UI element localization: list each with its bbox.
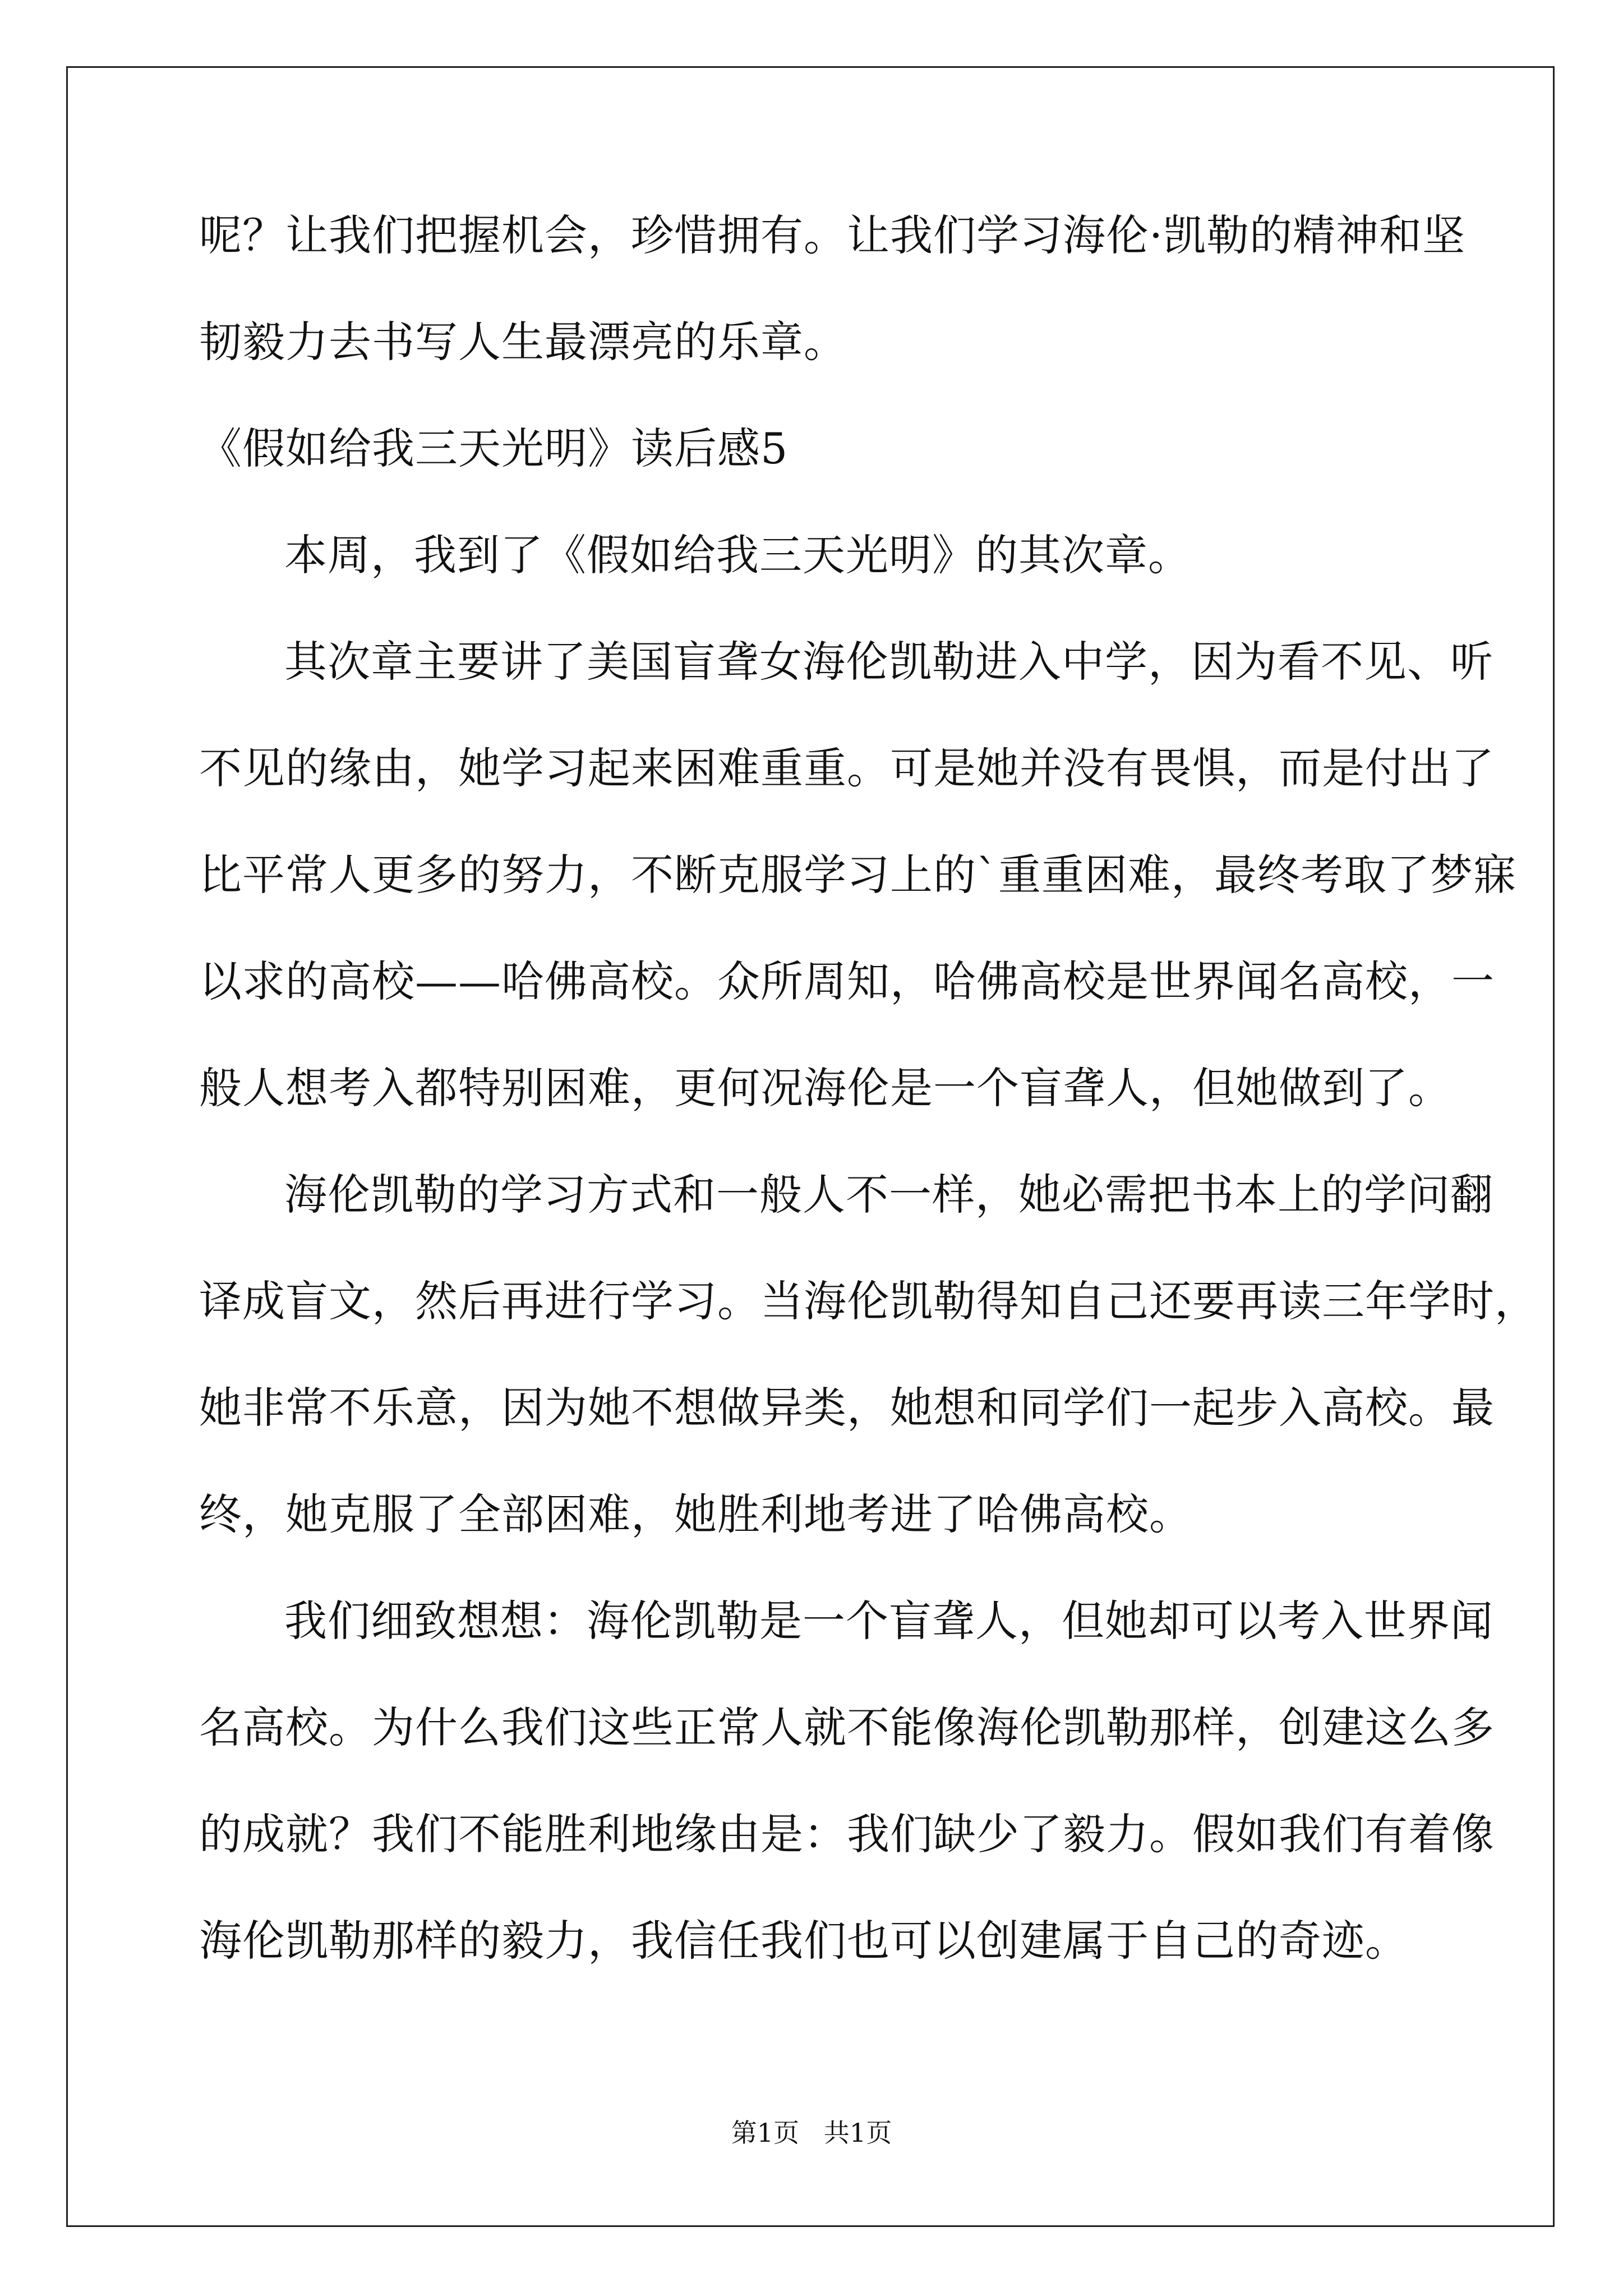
text-line: 本周，我到了《假如给我三天光明》的其次章。 [284, 530, 1191, 580]
text-line: 呢？让我们把握机会，珍惜拥有。让我们学习海伦·凯勒的精神和坚 [199, 210, 1466, 260]
text-line: 海伦凯勒的学习方式和一般人不一样，她必需把书本上的学问翻 [284, 1170, 1493, 1220]
text-line: 不见的缘由，她学习起来困难重重。可是她并没有畏惧，而是付出了 [199, 743, 1495, 793]
text-line: 般人想考入都特别困难，更何况海伦是一个盲聋人，但她做到了。 [199, 1063, 1451, 1113]
page-frame [66, 66, 1555, 2227]
text-line: 终，她克服了全部困难，她胜利地考进了哈佛高校。 [199, 1489, 1192, 1539]
text-line: 韧毅力去书写人生最漂亮的乐章。 [199, 317, 847, 367]
text-line: 海伦凯勒那样的毅力，我信任我们也可以创建属于自己的奇迹。 [199, 1916, 1408, 1966]
text-line: 她非常不乐意，因为她不想做异类，她想和同学们一起步入高校。最 [199, 1383, 1495, 1433]
text-line: 译成盲文，然后再进行学习。当海伦凯勒得知自己还要再读三年学时， [199, 1276, 1538, 1326]
text-line: 比平常人更多的努力，不断克服学习上的`重重困难，最终考取了梦寐 [199, 850, 1516, 900]
text-line: 名高校。为什么我们这些正常人就不能像海伦凯勒那样，创建这么多 [199, 1703, 1495, 1752]
text-line: 其次章主要讲了美国盲聋女海伦凯勒进入中学，因为看不见、听 [284, 637, 1493, 687]
page-footer: 第1页 共1页 [731, 2118, 892, 2148]
text-line: 以求的高校——哈佛高校。众所周知，哈佛高校是世界闻名高校，一 [199, 956, 1495, 1006]
text-line: 的成就？我们不能胜利地缘由是：我们缺少了毅力。假如我们有着像 [199, 1809, 1495, 1859]
section-heading: 《假如给我三天光明》读后感5 [199, 424, 789, 473]
text-line: 我们细致想想：海伦凯勒是一个盲聋人，但她却可以考入世界闻 [284, 1596, 1493, 1646]
